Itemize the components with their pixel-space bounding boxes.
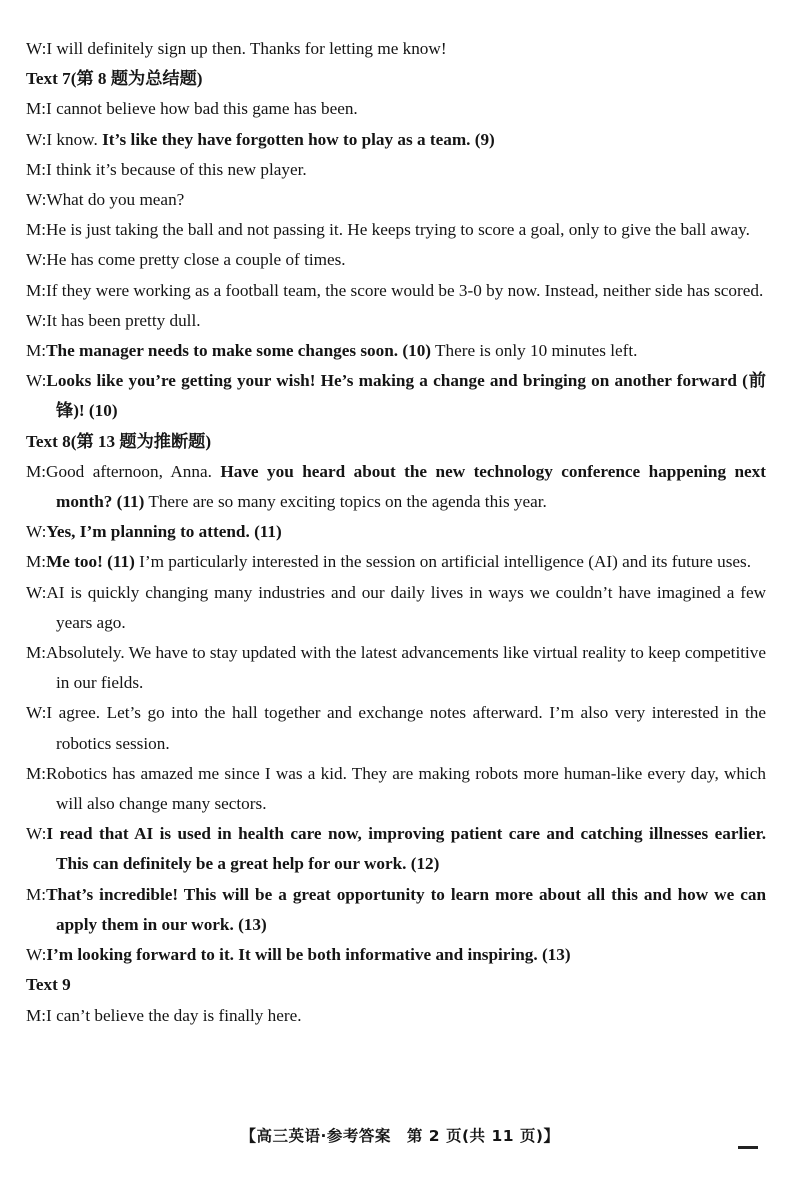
dialogue-line bbox=[26, 94, 766, 124]
answer-text: It’s like they have forgotten how to play as a team. (9) bbox=[102, 129, 495, 149]
dialogue-line bbox=[26, 759, 766, 819]
dialogue-text: I’m particularly interested in the session on artificial intelligence (AI) and its future uses. bbox=[134, 552, 751, 572]
dialogue-line bbox=[26, 366, 766, 426]
dialogue-text: W:It has been pretty dull. bbox=[26, 310, 201, 330]
dialogue-text: W:I agree. Let’s go into the hall together and exchange notes afterward. I’m also very interested in the robotics session. bbox=[26, 703, 766, 753]
dialogue-text: W: bbox=[26, 522, 47, 542]
dialogue-line bbox=[26, 547, 766, 577]
dialogue-text: M:Good afternoon, Anna. bbox=[26, 461, 221, 481]
dialogue-text: M: bbox=[26, 552, 47, 572]
dialogue-text: W:I will definitely sign up then. Thanks for letting me know! bbox=[26, 39, 447, 58]
dialogue-line bbox=[26, 245, 766, 275]
dialogue-text: M: bbox=[26, 341, 47, 361]
answer-text: Have you heard about the new technology conference happening next month? (11) bbox=[56, 461, 766, 512]
dialogue-text: M:Robotics has amazed me since I was a kid. They are making robots more human-like every day, which will also change many sectors. bbox=[26, 763, 766, 814]
answer-text: Text 7(第 8 题为总结题) bbox=[26, 69, 203, 89]
dialogue-line bbox=[26, 457, 766, 517]
answer-text: The manager needs to make some changes soon. (10) bbox=[46, 341, 432, 361]
answer-text: Text 9 bbox=[26, 975, 71, 995]
dialogue-text: W:He has come pretty close a couple of times. bbox=[26, 250, 346, 270]
answer-text: I’m looking forward to it. It will be both informative and inspiring. (13) bbox=[46, 945, 571, 965]
dialogue-text: M:If they were working as a football team, the score would be 3-0 by now. Instead, neither side has scored. bbox=[26, 280, 764, 300]
answer-text: Text 8(第 13 题为推断题) bbox=[26, 431, 212, 451]
answer-text: Looks like you’re getting your wish! He’s making a change and bringing on another forward (前锋)! (10) bbox=[46, 371, 766, 421]
dialogue-line bbox=[26, 34, 766, 64]
dialogue-text: W: bbox=[26, 945, 47, 965]
dialogue-line bbox=[26, 336, 766, 366]
dialogue-line bbox=[26, 698, 766, 758]
dialogue-line bbox=[26, 306, 766, 336]
dialogue-line bbox=[26, 819, 766, 879]
dialogue-line bbox=[26, 517, 766, 547]
dialogue-text: There is only 10 minutes left. bbox=[431, 341, 638, 361]
dialogue-text: M: bbox=[26, 884, 47, 904]
dialogue-text: There are so many exciting topics on the agenda this year. bbox=[144, 492, 547, 512]
dialogue-line bbox=[26, 276, 766, 306]
dialogue-line bbox=[26, 1001, 766, 1031]
dialogue-line bbox=[26, 940, 766, 970]
dialogue-text: M:I can’t believe the day is finally here. bbox=[26, 1005, 302, 1025]
dialogue-line bbox=[26, 638, 766, 698]
dialogue-line bbox=[26, 880, 766, 940]
section-heading bbox=[26, 64, 766, 94]
dialogue-line bbox=[26, 155, 766, 185]
dialogue-text: W: bbox=[26, 371, 47, 391]
dialogue-text: W: bbox=[26, 824, 47, 844]
section-heading bbox=[26, 427, 766, 457]
answer-text: That’s incredible! This will be a great opportunity to learn more about all this and how we can apply them in our work. (13) bbox=[46, 884, 766, 934]
dialogue-line bbox=[26, 125, 766, 155]
answer-text: Yes, I’m planning to attend. (11) bbox=[46, 522, 282, 542]
corner-mark bbox=[738, 1146, 758, 1149]
page-footer: 【高三英语·参考答案 第 2 页(共 11 页)】 bbox=[240, 1127, 560, 1145]
answer-text: Me too! (11) bbox=[46, 552, 135, 572]
dialogue-text: M:He is just taking the ball and not passing it. He keeps trying to score a goal, only to give the ball away. bbox=[26, 220, 750, 240]
dialogue-text: W:I know. bbox=[26, 129, 103, 149]
dialogue-line bbox=[26, 185, 766, 215]
dialogue-line bbox=[26, 578, 766, 638]
section-heading bbox=[26, 970, 766, 1000]
dialogue-text: W:AI is quickly changing many industries and our daily lives in ways we couldn’t have imagined a few years ago. bbox=[26, 582, 766, 632]
dialogue-line bbox=[26, 215, 766, 245]
dialogue-text: W:What do you mean? bbox=[26, 190, 185, 210]
dialogue-text: M:I think it’s because of this new player. bbox=[26, 159, 307, 179]
dialogue-text: M:I cannot believe how bad this game has been. bbox=[26, 99, 358, 119]
transcript-body bbox=[26, 34, 766, 1031]
answer-text: I read that AI is used in health care now, improving patient care and catching illnesses earlier. This can definitely be a great help for our work. (12) bbox=[46, 824, 766, 874]
dialogue-text: M:Absolutely. We have to stay updated with the latest advancements like virtual reality to keep competitive in our fields. bbox=[26, 643, 766, 693]
